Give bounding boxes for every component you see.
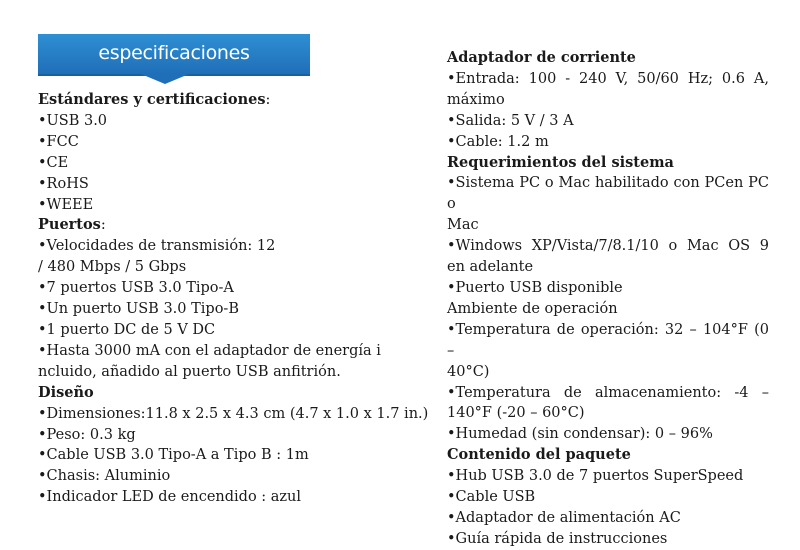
list-item: ncluido, añadido al puerto USB anfitrión. — [38, 363, 341, 380]
list-item: •Temperatura de operación: 32 – 104°F (0 – — [447, 321, 769, 359]
specifications-banner — [38, 34, 310, 76]
list-item: •CE — [38, 154, 69, 171]
list-item: •Humedad (sin condensar): 0 – 96% — [447, 426, 713, 443]
list-item: •Un puerto USB 3.0 Tipo-B — [38, 301, 239, 318]
list-item: •Cable USB — [447, 489, 536, 506]
list-item: •Windows XP/Vista/7/8.1/10 o Mac OS 9 — [447, 238, 769, 255]
list-item: •7 puertos USB 3.0 Tipo-A — [38, 280, 234, 297]
list-item: •Salida: 5 V / 3 A — [447, 112, 574, 129]
list-item: •Hub USB 3.0 de 7 puertos SuperSpeed — [447, 468, 744, 485]
list-item: •RoHS — [38, 175, 89, 192]
list-item: en adelante — [447, 259, 534, 276]
list-item: •WEEE — [38, 196, 94, 213]
right-column — [447, 48, 769, 550]
list-item: 140°F (-20 – 60°C) — [447, 405, 585, 422]
adapter-heading: Adaptador de corriente — [447, 49, 636, 66]
list-item: •Cable USB 3.0 Tipo-A a Tipo B : 1m — [38, 447, 309, 464]
ports-heading-line — [38, 215, 428, 236]
ports-heading: Puertos — [38, 216, 101, 234]
list-item: •Indicador LED de encendido : azul — [38, 489, 302, 506]
list-item: •Adaptador de alimentación AC — [447, 509, 681, 526]
list-item: •Hasta 3000 mA con el adaptador de energía i — [38, 342, 381, 359]
list-item: •Velocidades de transmisión: 12 — [38, 238, 276, 255]
list-item: •Chasis: Aluminio — [38, 468, 171, 485]
list-item: / 480 Mbps / 5 Gbps — [38, 259, 187, 276]
list-item: •Sistema PC o Mac habilitado con PCen PC o — [447, 175, 769, 213]
standards-heading-line — [38, 90, 428, 111]
list-item: 40°C) — [447, 363, 490, 380]
design-heading: Diseño — [38, 383, 94, 401]
banner-title: especificaciones — [98, 42, 250, 64]
list-item: máximo — [447, 91, 505, 108]
standards-heading-colon: : — [265, 92, 271, 108]
requirements-heading: Requerimientos del sistema — [447, 153, 674, 171]
list-item: •USB 3.0 — [38, 112, 108, 129]
list-item: •1 puerto DC de 5 V DC — [38, 321, 216, 338]
list-item: •Puerto USB disponible — [447, 279, 623, 296]
list-item: •FCC — [38, 133, 79, 150]
list-item: •Temperatura de almacenamiento: -4 – — [447, 384, 769, 401]
list-item: •Entrada: 100 - 240 V, 50/60 Hz; 0.6 A, — [447, 70, 769, 87]
standards-heading: Estándares y certificaciones — [38, 91, 266, 108]
list-item: •Guía rápida de instrucciones — [447, 530, 668, 547]
environment-heading: Ambiente de operación — [447, 300, 618, 317]
banner-notch — [141, 74, 189, 84]
list-item: •Cable: 1.2 m — [447, 133, 549, 150]
ports-heading-colon: : — [100, 217, 106, 234]
contents-heading: Contenido del paquete — [447, 446, 631, 464]
list-item: Mac — [447, 217, 479, 234]
list-item: •Peso: 0.3 kg — [38, 426, 136, 443]
list-item: •Dimensiones:11.8 x 2.5 x 4.3 cm (4.7 x 1.0 x 1.7 in.) — [38, 405, 429, 422]
left-column — [38, 90, 428, 508]
